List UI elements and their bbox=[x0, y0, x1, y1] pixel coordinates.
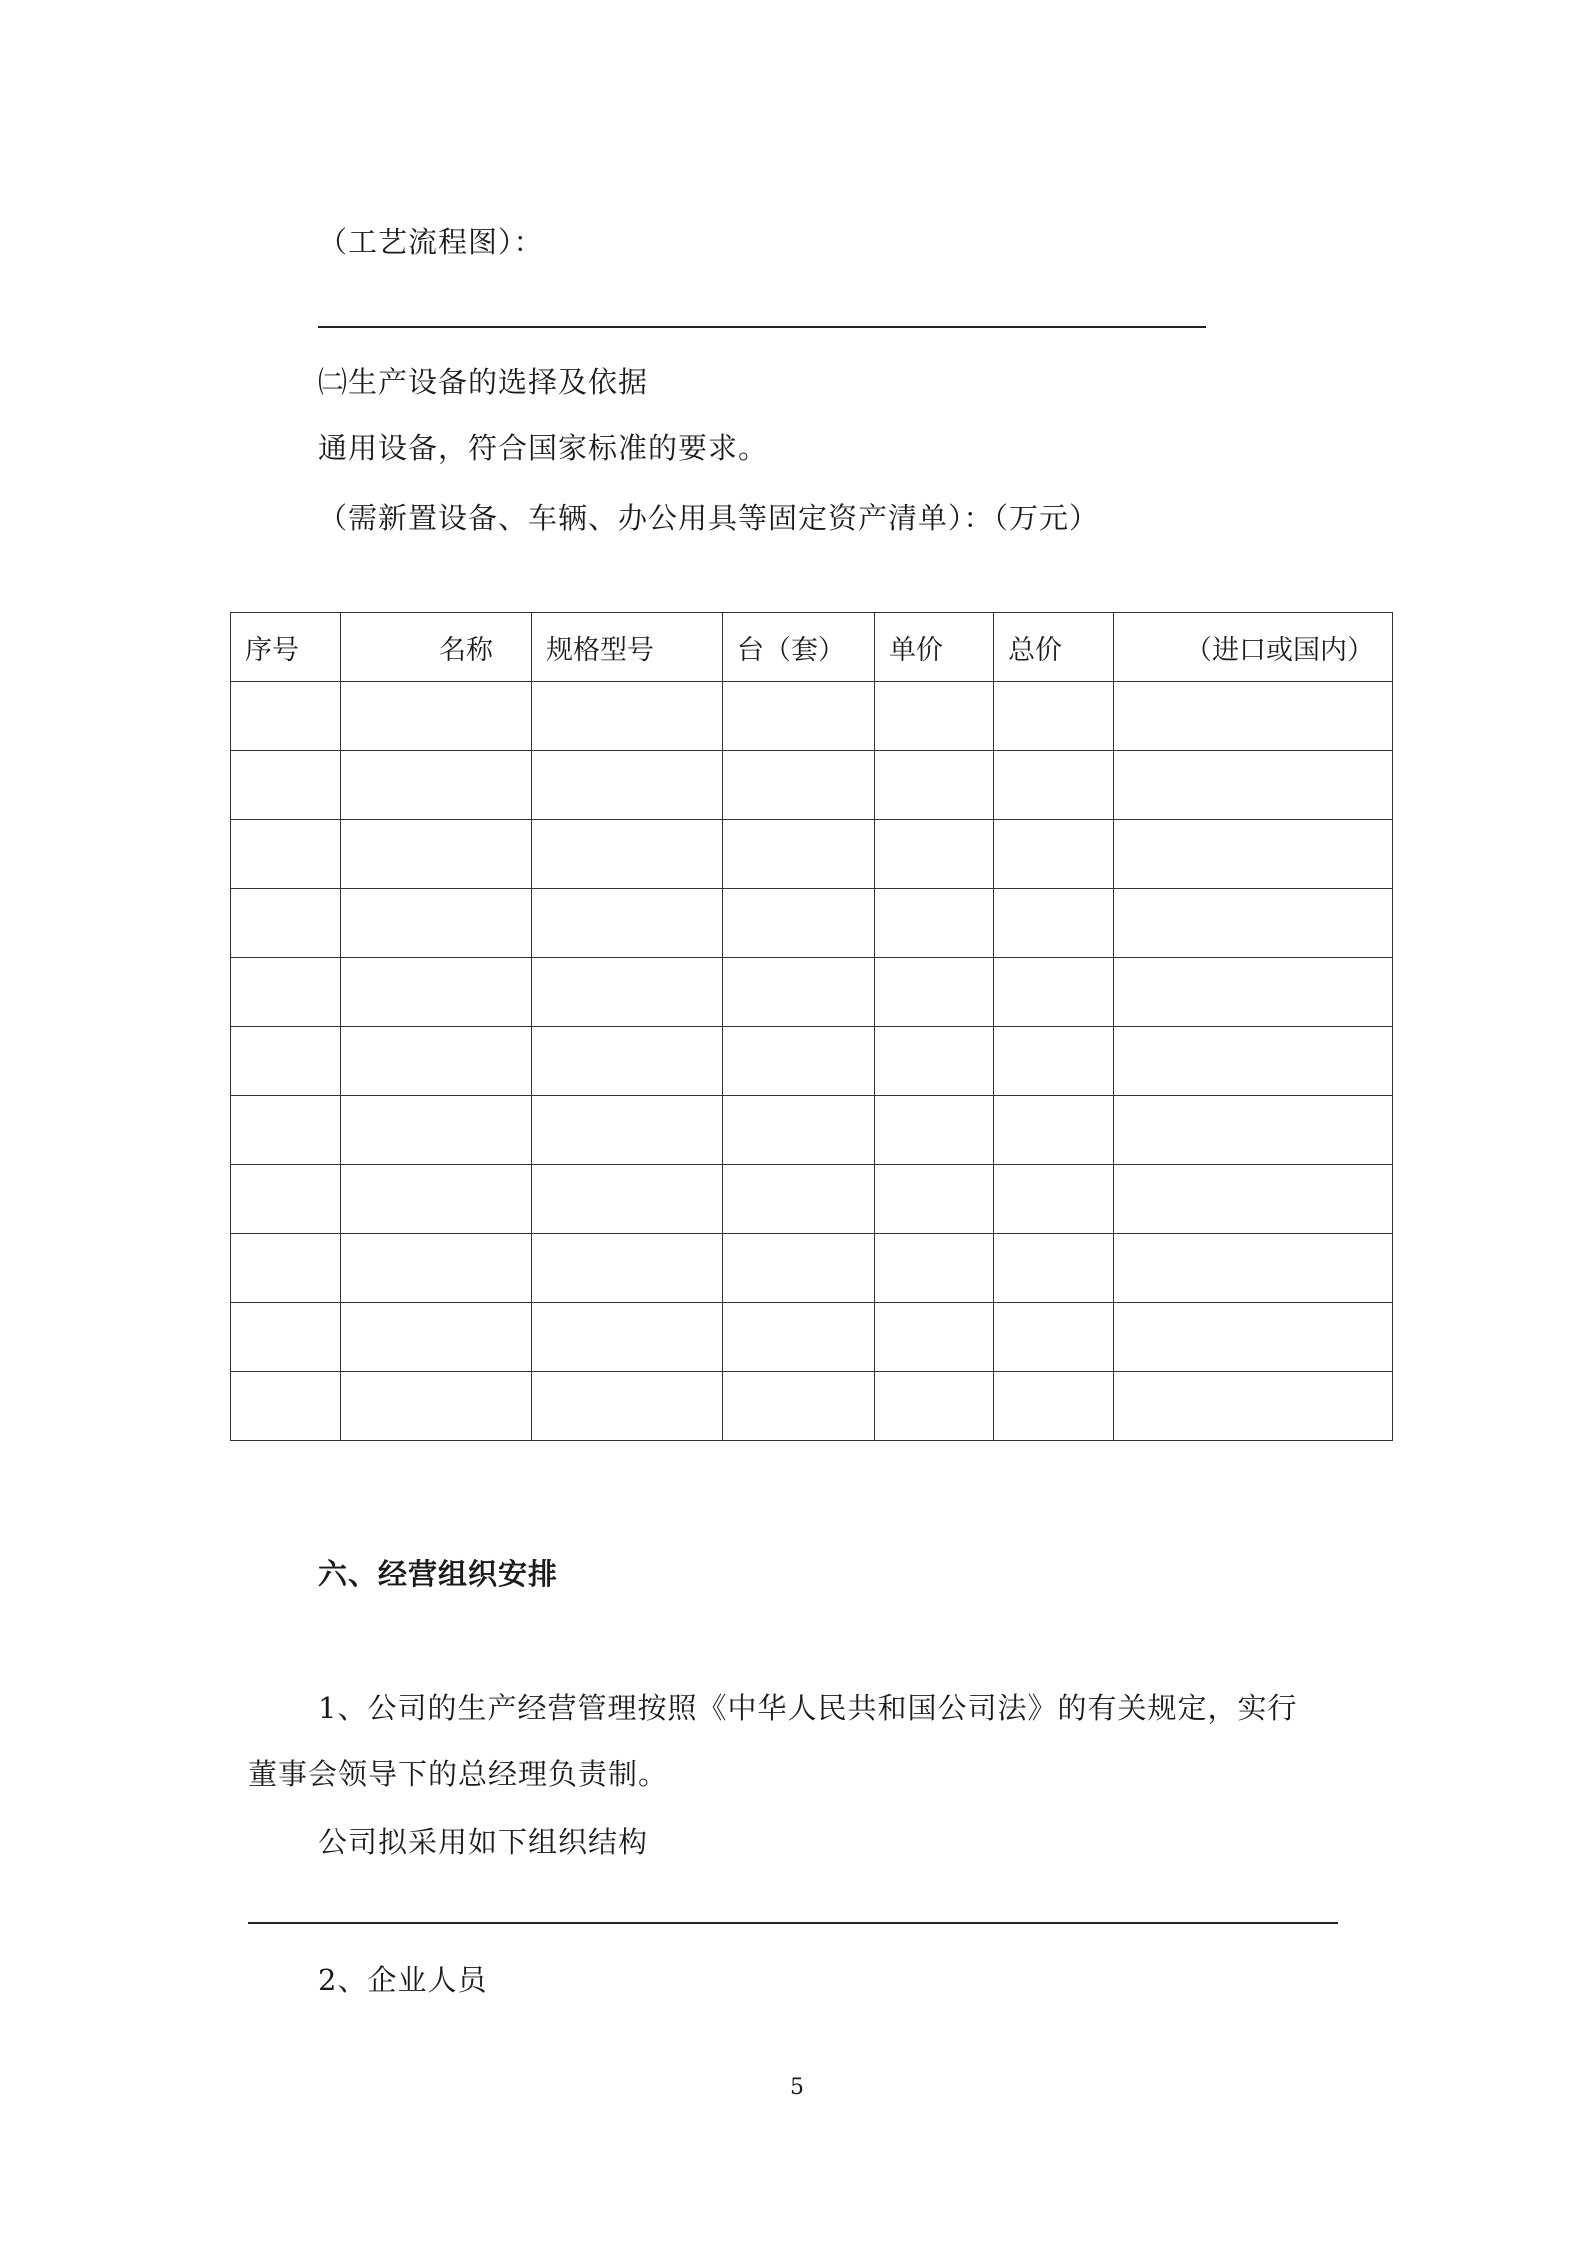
table-cell bbox=[1114, 1165, 1393, 1234]
table-cell bbox=[231, 889, 341, 958]
table-cell bbox=[532, 958, 723, 1027]
table-cell bbox=[723, 1372, 875, 1441]
table-cell bbox=[723, 1027, 875, 1096]
table-cell bbox=[723, 958, 875, 1027]
table-cell bbox=[875, 1303, 994, 1372]
table-cell bbox=[1114, 1234, 1393, 1303]
table-cell bbox=[231, 1096, 341, 1165]
table-cell bbox=[875, 751, 994, 820]
table-cell bbox=[231, 682, 341, 751]
table-row bbox=[231, 1027, 1393, 1096]
table-cell bbox=[341, 751, 532, 820]
header-origin: （进口或国内） bbox=[1114, 613, 1393, 682]
table-cell bbox=[532, 889, 723, 958]
equipment-basis: 通用设备，符合国家标准的要求。 bbox=[318, 431, 769, 465]
table-cell bbox=[994, 889, 1114, 958]
table-cell bbox=[532, 1027, 723, 1096]
header-total-price: 总价 bbox=[994, 613, 1114, 682]
table-row bbox=[231, 820, 1393, 889]
table-cell bbox=[723, 889, 875, 958]
table-cell bbox=[1114, 1096, 1393, 1165]
table-cell bbox=[1114, 682, 1393, 751]
table-cell bbox=[994, 1165, 1114, 1234]
header-seq: 序号 bbox=[231, 613, 341, 682]
table-row bbox=[231, 958, 1393, 1027]
table-cell bbox=[994, 682, 1114, 751]
table-cell bbox=[1114, 958, 1393, 1027]
equipment-list-caption: （需新置设备、车辆、办公用具等固定资产清单）：（万元） bbox=[318, 501, 1100, 535]
enterprise-staff-item: 2、企业人员 bbox=[318, 1963, 488, 1997]
table-cell bbox=[341, 1372, 532, 1441]
org-structure-blank-line bbox=[248, 1922, 1338, 1924]
table-cell bbox=[875, 1372, 994, 1441]
table-cell bbox=[875, 958, 994, 1027]
table-cell bbox=[875, 820, 994, 889]
table-cell bbox=[994, 1303, 1114, 1372]
page-number: 5 bbox=[790, 2075, 804, 2100]
header-spec: 规格型号 bbox=[532, 613, 723, 682]
table-cell bbox=[994, 751, 1114, 820]
section-six-para1-line2: 董事会领导下的总经理负责制。 bbox=[248, 1757, 669, 1791]
table-cell bbox=[875, 1165, 994, 1234]
table-row bbox=[231, 751, 1393, 820]
table-cell bbox=[532, 682, 723, 751]
table-cell bbox=[532, 1096, 723, 1165]
table-cell bbox=[875, 1234, 994, 1303]
table-cell bbox=[341, 1165, 532, 1234]
org-structure-label: 公司拟采用如下组织结构 bbox=[318, 1825, 649, 1859]
table-cell bbox=[994, 1372, 1114, 1441]
table-row bbox=[231, 1165, 1393, 1234]
table-cell bbox=[994, 1234, 1114, 1303]
table-row bbox=[231, 682, 1393, 751]
table-cell bbox=[1114, 1027, 1393, 1096]
table-cell bbox=[723, 1165, 875, 1234]
table-cell bbox=[1114, 751, 1393, 820]
table-cell bbox=[532, 1234, 723, 1303]
table-row bbox=[231, 889, 1393, 958]
table-cell bbox=[723, 751, 875, 820]
table-cell bbox=[532, 820, 723, 889]
table-row bbox=[231, 1303, 1393, 1372]
table-cell bbox=[994, 1027, 1114, 1096]
equipment-heading: ㈡生产设备的选择及依据 bbox=[318, 365, 649, 399]
table-cell bbox=[723, 1234, 875, 1303]
table-cell bbox=[994, 820, 1114, 889]
table-cell bbox=[1114, 1372, 1393, 1441]
section-six-title: 六、经营组织安排 bbox=[318, 1557, 559, 1591]
table-cell bbox=[875, 682, 994, 751]
table-cell bbox=[723, 1303, 875, 1372]
table-cell bbox=[341, 1096, 532, 1165]
table-cell bbox=[231, 1303, 341, 1372]
table-cell bbox=[231, 751, 341, 820]
table-cell bbox=[532, 1303, 723, 1372]
table-cell bbox=[341, 820, 532, 889]
table-cell bbox=[1114, 1303, 1393, 1372]
table-cell bbox=[341, 958, 532, 1027]
table-cell bbox=[341, 1303, 532, 1372]
table-cell bbox=[341, 682, 532, 751]
table-cell bbox=[231, 1165, 341, 1234]
table-cell bbox=[994, 1096, 1114, 1165]
table-cell bbox=[723, 1096, 875, 1165]
table-cell bbox=[231, 820, 341, 889]
table-row bbox=[231, 1372, 1393, 1441]
table-cell bbox=[875, 1027, 994, 1096]
header-units: 台（套） bbox=[723, 613, 875, 682]
table-header-row bbox=[231, 613, 1393, 682]
table-cell bbox=[532, 751, 723, 820]
table-row bbox=[231, 1234, 1393, 1303]
table-cell bbox=[231, 1027, 341, 1096]
table-cell bbox=[994, 958, 1114, 1027]
table-cell bbox=[231, 958, 341, 1027]
table-cell bbox=[341, 889, 532, 958]
table-row bbox=[231, 1096, 1393, 1165]
table-cell bbox=[341, 1234, 532, 1303]
flowchart-label: （工艺流程图）： bbox=[318, 225, 544, 259]
table-cell bbox=[1114, 889, 1393, 958]
header-unit-price: 单价 bbox=[875, 613, 994, 682]
table-cell bbox=[723, 682, 875, 751]
table-cell bbox=[875, 1096, 994, 1165]
table-cell bbox=[231, 1372, 341, 1441]
table-cell bbox=[875, 889, 994, 958]
flowchart-blank-line bbox=[318, 326, 1206, 328]
header-name: 名称 bbox=[341, 613, 532, 682]
table-cell bbox=[723, 820, 875, 889]
table-cell bbox=[341, 1027, 532, 1096]
table-cell bbox=[231, 1234, 341, 1303]
table-cell bbox=[1114, 820, 1393, 889]
table-cell bbox=[532, 1165, 723, 1234]
section-six-para1-line1: 1、公司的生产经营管理按照《中华人民共和国公司法》的有关规定，实行 bbox=[318, 1691, 1298, 1725]
equipment-table bbox=[230, 612, 1393, 1441]
table-cell bbox=[532, 1372, 723, 1441]
